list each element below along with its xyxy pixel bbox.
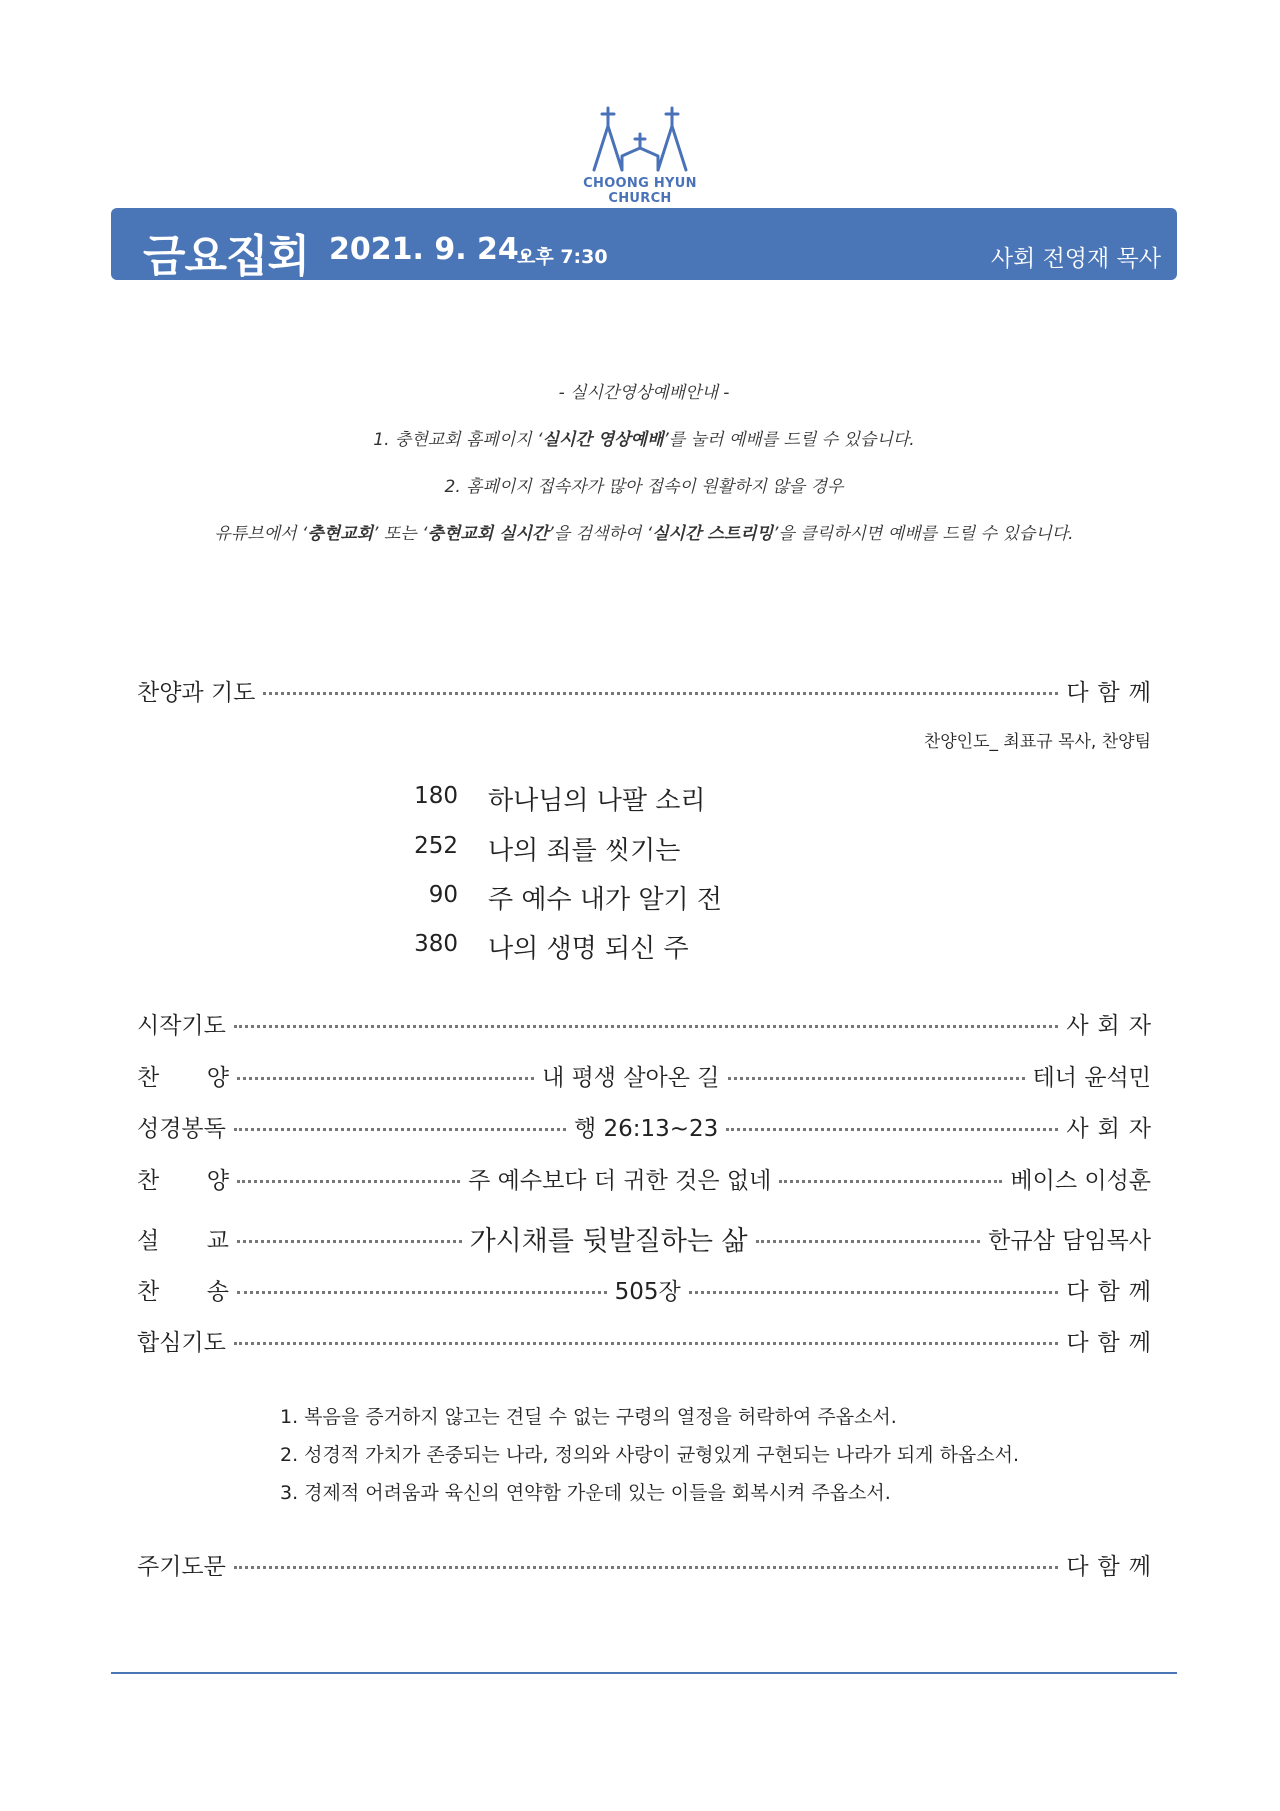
notice-line-3 — [111, 519, 1177, 544]
leader-dots — [728, 1077, 1025, 1080]
order-label — [137, 1222, 229, 1255]
leader-dots — [726, 1128, 1058, 1131]
notice-text: ’를 눌러 예배를 드릴 수 있습니다. — [663, 430, 915, 450]
order-label: 성경봉독 — [137, 1115, 226, 1142]
order-title: 행 26:13~23 — [573, 1115, 719, 1142]
notice-emphasis: 실시간 스트리밍 — [652, 524, 773, 544]
order-label-char: 찬 — [137, 1167, 160, 1194]
church-name: CHOONG HYUN CHURCH — [583, 176, 697, 206]
hymn-number: 252 — [414, 833, 458, 859]
order-row-hymn — [137, 1271, 1160, 1307]
order-label-char: 찬 — [137, 1064, 160, 1091]
notice-emphasis: 실시간 영상예배 — [542, 430, 664, 450]
sermon-title: 가시채를 뒷발질하는 삶 — [469, 1225, 748, 1257]
order-right: 다함께 — [1066, 1278, 1160, 1305]
order-label — [137, 1059, 229, 1092]
prayer-items — [280, 1398, 1019, 1512]
footer-divider — [111, 1672, 1177, 1674]
leader-dots — [689, 1291, 1059, 1294]
order-right: 한규삼 담임목사 — [988, 1227, 1151, 1254]
order-label: 찬양과 기도 — [137, 679, 256, 706]
order-row-scripture — [137, 1108, 1161, 1144]
order-label — [137, 1273, 229, 1306]
hymn-item — [400, 830, 680, 870]
order-row-anthem-2 — [137, 1160, 1151, 1196]
notice-text: 1. 충현교회 홈페이지 ‘ — [373, 430, 543, 450]
notice-emphasis: 충현교회 — [307, 524, 374, 544]
order-right: 다함께 — [1066, 1329, 1160, 1356]
church-logo — [560, 104, 720, 206]
prayer-item: 2. 성경적 가치가 존중되는 나라, 정의와 사랑이 균형있게 구현되는 나라가 되게 하옵소서. — [280, 1444, 1020, 1466]
hymn-item — [400, 780, 705, 820]
prayer-item: 1. 복음을 증거하지 않고는 견딜 수 없는 구령의 열정을 허락하여 주옵소서. — [280, 1406, 897, 1428]
order-title: 내 평생 살아온 길 — [542, 1064, 720, 1091]
order-label-char: 양 — [206, 1167, 229, 1194]
leader-dots — [237, 1077, 534, 1080]
hymn-title: 주 예수 내가 알기 전 — [488, 885, 722, 915]
service-date: 2021. 9. 24. — [329, 232, 531, 267]
order-label-char: 양 — [206, 1064, 229, 1091]
order-right: 베이스 이성훈 — [1010, 1167, 1152, 1194]
leader-dots — [779, 1180, 1002, 1183]
leader-dots — [234, 1566, 1058, 1569]
order-label: 주기도문 — [137, 1553, 226, 1580]
order-right: 다함께 — [1066, 679, 1160, 706]
leader-dots — [234, 1128, 566, 1131]
hymn-number: 90 — [428, 882, 458, 908]
order-label-char: 교 — [206, 1227, 229, 1254]
order-row-sermon — [137, 1220, 1151, 1256]
header-bar — [111, 208, 1177, 280]
prayer-item: 3. 경제적 어려움과 육신의 연약함 가운데 있는 이들을 회복시켜 주옵소서. — [280, 1482, 891, 1504]
leader-dots — [756, 1240, 981, 1243]
order-label: 합심기도 — [137, 1329, 226, 1356]
order-label-char: 설 — [137, 1227, 160, 1254]
order-row-lords-prayer — [137, 1546, 1160, 1582]
hymn-number: 380 — [414, 931, 458, 957]
notice-text: ’을 클릭하시면 예배를 드릴 수 있습니다. — [773, 524, 1074, 544]
order-row-anthem-1 — [137, 1057, 1151, 1093]
notice-emphasis: 충현교회 실시간 — [427, 524, 549, 544]
order-label-char: 찬 — [137, 1278, 160, 1305]
notice-text: 유튜브에서 ‘ — [214, 524, 308, 544]
notice-heading: - 실시간영상예배안내 - — [558, 383, 730, 403]
presider: 사회 전영재 목사 — [990, 246, 1161, 272]
notice-text: ’ 또는 ‘ — [373, 524, 428, 544]
leader-dots — [237, 1291, 607, 1294]
order-label-char: 송 — [206, 1278, 229, 1305]
church-spires-icon — [580, 104, 700, 174]
hymn-item — [400, 879, 722, 919]
order-row-praise — [137, 672, 1160, 708]
hymn-title: 하나님의 나팔 소리 — [488, 786, 706, 816]
order-right: 사회자 — [1066, 1012, 1160, 1039]
order-right: 다함께 — [1066, 1553, 1160, 1580]
order-label: 시작기도 — [137, 1012, 226, 1039]
praise-leader: 찬양인도_ 최표규 목사, 찬양팀 — [923, 732, 1151, 752]
hymn-title: 나의 죄를 씻기는 — [488, 836, 681, 866]
order-title: 505장 — [614, 1278, 681, 1305]
order-row-unison-prayer — [137, 1322, 1160, 1358]
order-label — [137, 1162, 229, 1195]
order-title: 주 예수보다 더 귀한 것은 없네 — [468, 1167, 772, 1194]
leader-dots — [237, 1240, 462, 1243]
service-title: 금요집회 — [143, 231, 310, 282]
order-right: 사회자 — [1066, 1115, 1161, 1142]
leader-dots — [234, 1342, 1058, 1345]
notice-line-2: 2. 홈페이지 접속자가 많아 접속이 원활하지 않을 경우 — [444, 477, 844, 497]
order-right: 테너 윤석민 — [1032, 1064, 1151, 1091]
leader-dots — [237, 1180, 460, 1183]
hymn-title: 나의 생명 되신 주 — [488, 934, 689, 964]
hymn-number: 180 — [414, 783, 458, 809]
leader-dots — [263, 692, 1058, 695]
notice-line-1 — [111, 425, 1177, 450]
leader-dots — [234, 1025, 1058, 1028]
hymn-item — [400, 928, 689, 968]
notice-text: ’을 검색하여 ‘ — [548, 524, 653, 544]
order-row-opening-prayer — [137, 1005, 1160, 1041]
service-time: 오후 7:30 — [517, 246, 608, 268]
